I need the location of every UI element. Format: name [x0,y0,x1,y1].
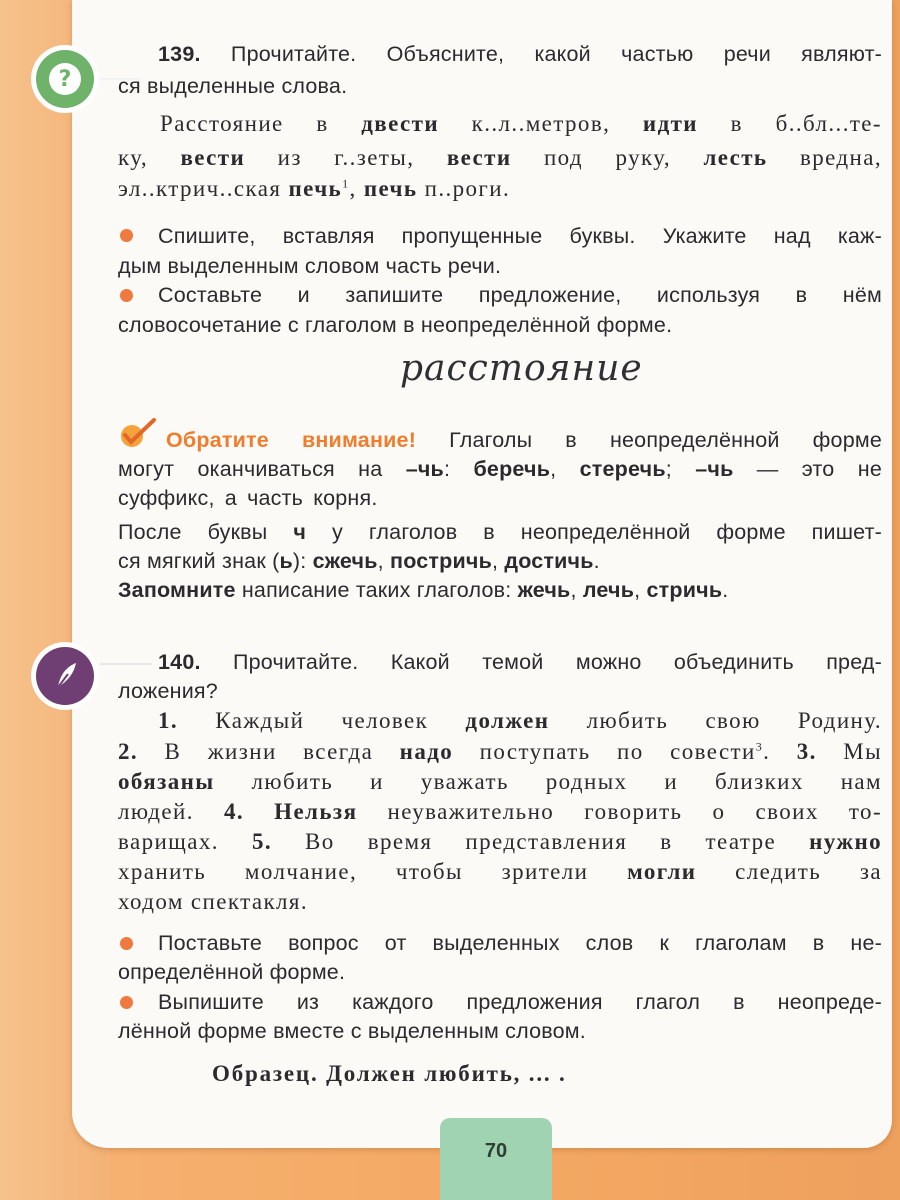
sample-line: Образец. Должен любить, ... . [212,1061,567,1086]
sentence-line: обязаны любить и уважать родных и близких нам [118,769,882,794]
bullet-icon [120,229,133,242]
task-text: словосочетание с глаголом в неопределённой форме. [118,313,673,337]
sentence-line: Расстояние в двести к..л..метров, идти в б..бл...те- [160,111,882,136]
task-text: Поставьте вопрос от выделенных слов к глаголам в не- [158,931,882,955]
exercise-intro: 140. Прочитайте. Какой темой можно объединить пред- [158,650,882,674]
task-text: Выпишите из каждого предложения глагол в неопреде- [158,990,882,1014]
exercise-intro: 139. Прочитайте. Объясните, какой частью речи являют- [158,42,882,66]
exercise-intro-cont: ложения? [118,679,218,703]
bullet-icon [120,289,133,302]
sentence-line: 1. Каждый человек должен любить свою Родину. [158,708,882,733]
question-icon [36,50,94,108]
task-text: лённой форме вместе с выделенным словом. [118,1019,586,1043]
task-text: дым выделенным словом часть речи. [118,254,502,278]
sentence-line: людей. 4. Нельзя неуважительно говорить о своих то- [118,799,882,824]
note-line: суффикс, а часть корня. [118,486,378,510]
sentence-line: варищах. 5. Во время представления в театре нужно [118,829,883,854]
sentence-line: эл..ктрич..ская печь$^1$, печь п..роги. [118,176,511,201]
checkmark-icon [116,416,160,457]
note-line: После буквы ч у глаголов в неопределённой форме пишет- [118,520,882,544]
note-line: Обратите внимание! Глаголы в неопределённой форме [166,428,882,452]
divider [100,663,152,665]
task-text: Составьте и запишите предложение, используя в нём [158,283,882,307]
exercise-intro-cont: ся выделенные слова. [118,74,348,98]
sentence-line: ку, вести из г..зеты, вести под руку, лесть вредна, [118,145,882,170]
bullet-icon [120,937,133,950]
note-line: ся мягкий знак (ь): сжечь, постричь, достичь. [118,549,600,573]
note-line: могут оканчиваться на –чь: беречь, стеречь; –чь — это не [118,457,882,481]
bullet-icon [120,996,133,1009]
task-text: определённой форме. [118,960,346,984]
handwritten-word: расстояние [400,348,643,389]
feather-icon [36,647,94,705]
sentence-line: хранить молчание, чтобы зрители могли следить за [118,859,882,884]
task-text: Спишите, вставляя пропущенные буквы. Укажите над каж- [158,224,882,248]
svg-text:?: ? [58,67,72,92]
page-number: 70 [484,1140,508,1162]
sentence-line: ходом спектакля. [118,889,309,914]
sentence-line: 2. В жизни всегда надо поступать по совести$^3$. 3. Мы [118,739,883,764]
note-line: Запомните написание таких глаголов: жечь, лечь, стричь. [118,578,729,602]
